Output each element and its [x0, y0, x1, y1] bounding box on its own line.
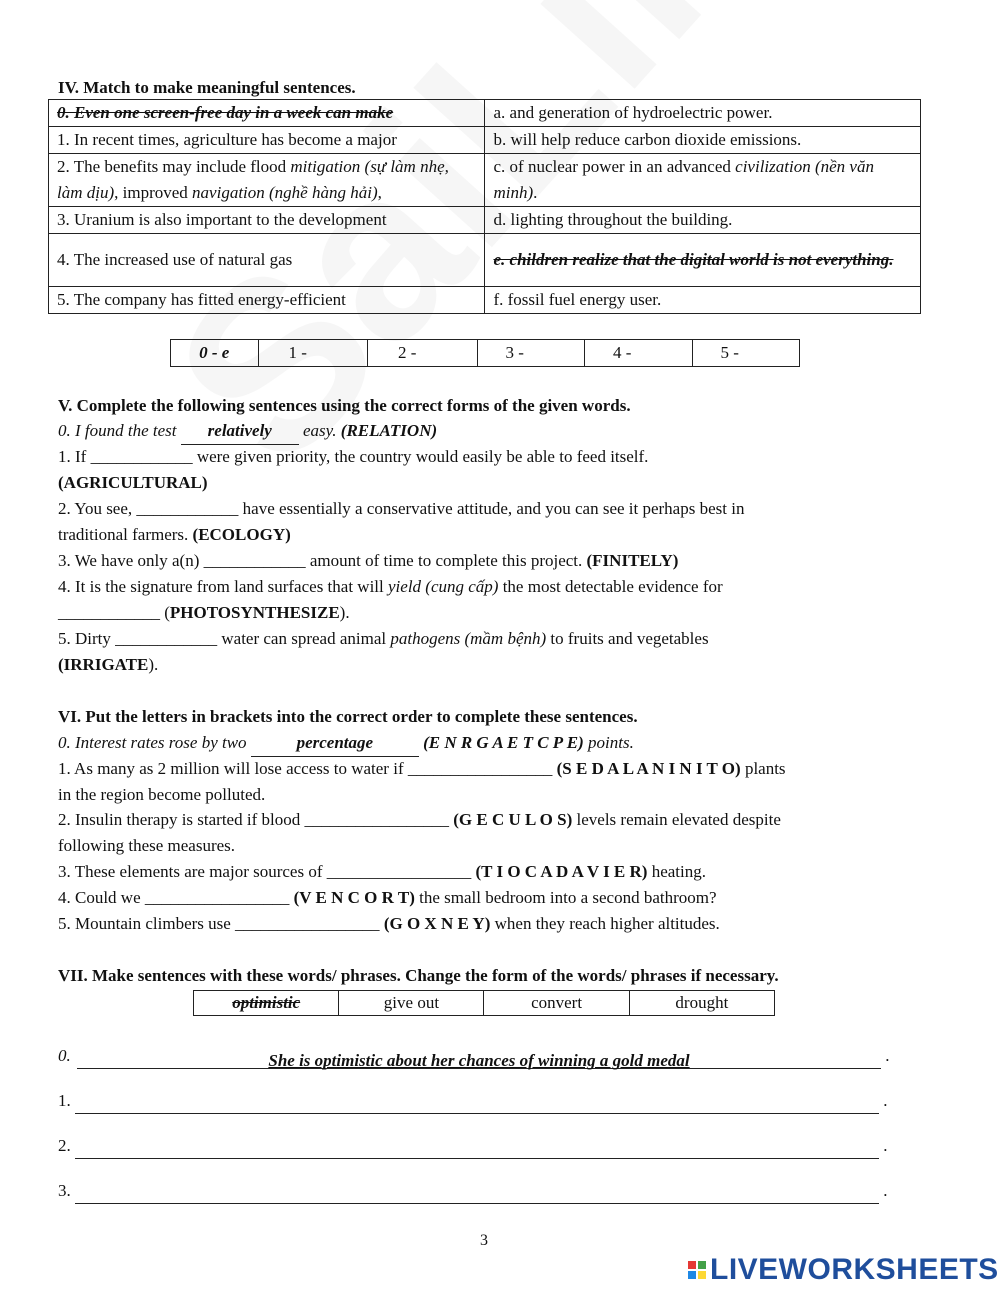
answer-cell-2[interactable]: 2 -	[368, 340, 478, 367]
answer-cell-4[interactable]: 4 -	[585, 340, 693, 367]
match-right-d: d. lighting throughout the building.	[485, 207, 921, 234]
word-box	[193, 990, 775, 1016]
sentence-v-5b: (IRRIGATE).	[58, 655, 159, 674]
section-vi-title: VI. Put the letters in brackets into the correct order to complete these sentences.	[58, 707, 638, 726]
answer-cell-1[interactable]: 1 -	[258, 340, 368, 367]
sentence-vi-2b: following these measures.	[58, 836, 236, 855]
logo-icon	[688, 1261, 706, 1279]
section-vii-title: VII. Make sentences with these words/ phrases. Change the form of the words/ phrases if necessary.	[58, 966, 779, 985]
table-row	[49, 234, 921, 287]
answer-cell-3[interactable]: 3 -	[477, 340, 585, 367]
match-right-b: b. will help reduce carbon dioxide emissions.	[485, 127, 921, 154]
sentence-v-3: 3. We have only a(n) ____________ amount of time to complete this project. (FINITELY)	[58, 551, 679, 570]
matching-table	[48, 99, 921, 314]
sentence-vi-5: 5. Mountain climbers use _________________ (G O X N E Y) when they reach higher altitudes.	[58, 914, 720, 933]
sentence-vi-2: 2. Insulin therapy is started if blood _________________ (G E C U L O S) levels remain elevated despite	[58, 810, 781, 829]
table-row	[49, 207, 921, 234]
section-v-example: 0. I found the test relatively easy. (RELATION)	[58, 418, 437, 445]
match-right-e: e. children realize that the digital world is not everything.	[485, 234, 921, 287]
match-left-1: 1. In recent times, agriculture has become a major	[49, 127, 485, 154]
sentence-v-1: 1. If ____________ were given priority, the country would easily be able to feed itself.	[58, 447, 649, 466]
example-answer: percentage	[296, 733, 374, 752]
answer-table	[170, 339, 800, 367]
example-answer: She is optimistic about her chances of winning a gold medal	[268, 1051, 690, 1070]
sentence-v-5: 5. Dirty ____________ water can spread animal pathogens (mầm bệnh) to fruits and vegetables	[58, 629, 709, 648]
sentence-vii-0: 0. She is optimistic about her chances of winning a gold medal .	[58, 1046, 890, 1070]
example-answer: relatively	[207, 421, 272, 440]
match-right-f: f. fossil fuel energy user.	[485, 287, 921, 314]
match-right-c: c. of nuclear power in an advanced civilization (nền văn minh).	[485, 154, 921, 207]
match-left-3: 3. Uranium is also important to the development	[49, 207, 485, 234]
sentence-vi-4: 4. Could we _________________ (V E N C O R T) the small bedroom into a second bathroom?	[58, 888, 717, 907]
word-cell-0: optimistic	[194, 991, 339, 1016]
sentence-vi-3: 3. These elements are major sources of _________________ (T I O C A D A V I E R) heating.	[58, 862, 707, 881]
sentence-v-4: 4. It is the signature from land surfaces that will yield (cung cấp) the most detectable evidence for	[58, 577, 723, 596]
page-number: 3	[480, 1232, 488, 1249]
table-row	[49, 127, 921, 154]
table-row	[49, 287, 921, 314]
sentence-v-2: 2. You see, ____________ have essentially a conservative attitude, and you can see it perhaps best in	[58, 499, 745, 518]
match-left-4: 4. The increased use of natural gas	[49, 234, 485, 287]
sentence-v-4b: ____________ (PHOTOSYNTHESIZE).	[58, 603, 350, 622]
sentence-vi-1: 1. As many as 2 million will lose access to water if _________________ (S E D A L A N I N I T O) plants	[58, 759, 786, 778]
answer-cell-0: 0 - e	[171, 340, 259, 367]
section-vi-example: 0. Interest rates rose by two percentage (E N R G A E T C P E) points.	[58, 730, 634, 757]
liveworksheets-logo[interactable]: LIVEWORKSHEETS	[688, 1253, 999, 1287]
sentence-vii-3[interactable]: 3. .	[58, 1178, 888, 1204]
match-left-0: 0. Even one screen-free day in a week can make	[49, 100, 485, 127]
sentence-vi-1b: in the region become polluted.	[58, 785, 266, 804]
sentence-v-2b: traditional farmers. (ECOLOGY)	[58, 525, 291, 544]
word-cell-2: convert	[484, 991, 629, 1016]
sentence-vii-2[interactable]: 2. .	[58, 1133, 888, 1159]
section-v-title: V. Complete the following sentences using the correct forms of the given words.	[58, 396, 631, 415]
table-row	[49, 154, 921, 207]
sentence-vii-1[interactable]: 1. .	[58, 1088, 888, 1114]
word-cell-3: drought	[629, 991, 774, 1016]
match-left-2: 2. The benefits may include flood mitigation (sự làm nhẹ, làm dịu), improved navigation (nghề hàng hải),	[49, 154, 485, 207]
match-right-a: a. and generation of hydroelectric power.	[485, 100, 921, 127]
table-row	[49, 100, 921, 127]
answer-cell-5[interactable]: 5 -	[692, 340, 800, 367]
sentence-v-1-word: (AGRICULTURAL)	[58, 473, 208, 492]
word-cell-1: give out	[339, 991, 484, 1016]
section-iv-title: IV. Match to make meaningful sentences.	[58, 78, 356, 97]
match-left-5: 5. The company has fitted energy-efficient	[49, 287, 485, 314]
